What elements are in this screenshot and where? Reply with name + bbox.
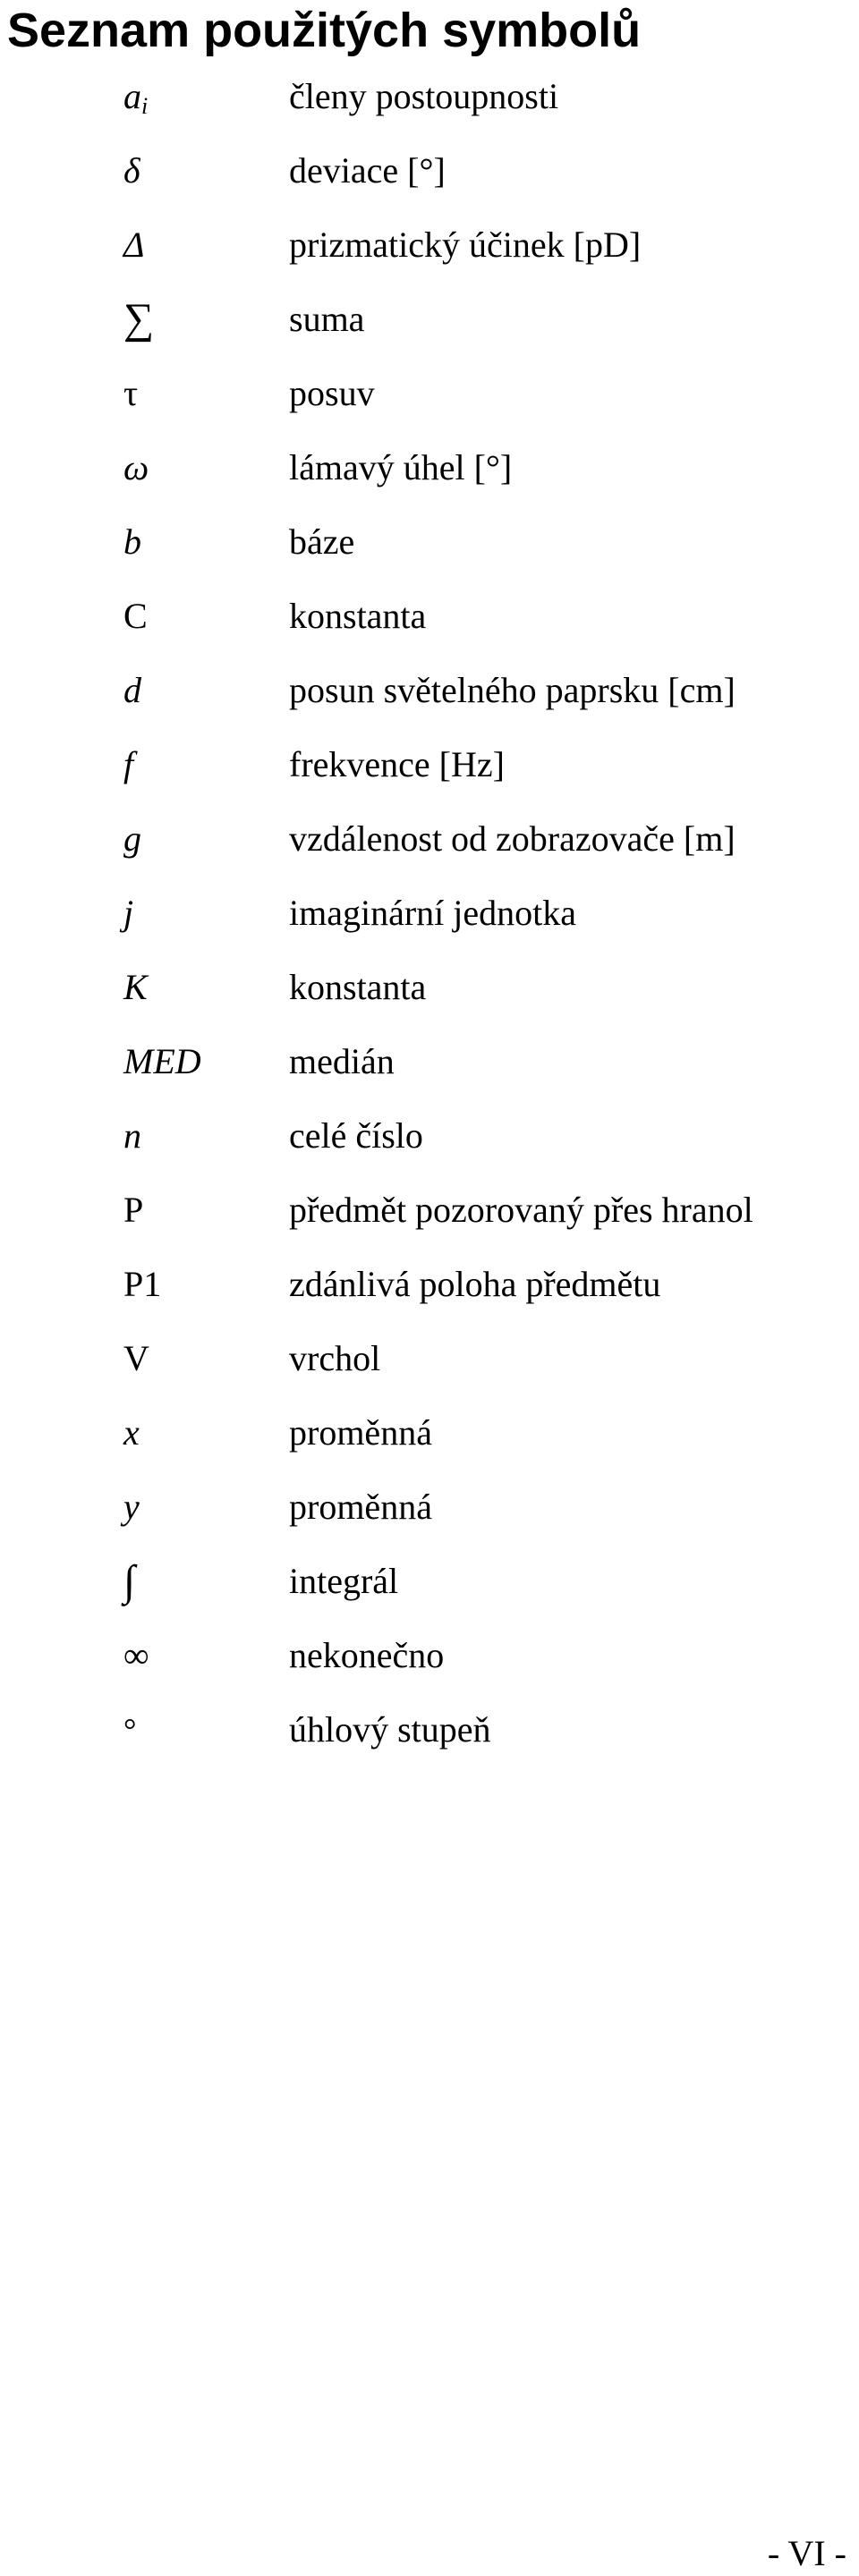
symbol-row <box>0 738 859 812</box>
symbol-description: předmět pozorovaný přes hranol <box>289 1190 753 1230</box>
symbol: K <box>123 967 148 1007</box>
symbol: f <box>123 744 134 784</box>
symbol-row <box>0 1555 859 1629</box>
symbol: j <box>123 893 134 933</box>
symbol-row <box>0 1258 859 1332</box>
symbol-description: lámavý úhel [°] <box>289 447 513 487</box>
symbol-row <box>0 515 859 589</box>
symbol-description: deviace [°] <box>289 150 446 191</box>
symbol-row <box>0 1109 859 1183</box>
symbol-row <box>0 70 859 144</box>
symbol: Δ <box>123 225 145 265</box>
symbol-row <box>0 218 859 292</box>
symbol-row <box>0 1332 859 1406</box>
symbol-description: úhlový stupeň <box>289 1709 491 1750</box>
symbol-row <box>0 812 859 886</box>
symbol-row <box>0 1480 859 1555</box>
symbol-description: integrál <box>289 1561 399 1601</box>
symbol: ω <box>123 447 149 487</box>
symbol-description: posun světelného paprsku [cm] <box>289 670 736 710</box>
symbol-row <box>0 441 859 515</box>
symbol: ∑ <box>123 295 155 343</box>
symbol-description: celé číslo <box>289 1115 423 1156</box>
symbol: y <box>123 1487 140 1527</box>
symbol: P1 <box>123 1264 162 1304</box>
symbol-description: proměnná <box>289 1487 432 1527</box>
symbol-row <box>0 664 859 738</box>
symbol-row <box>0 1183 859 1258</box>
symbol-row <box>0 1035 859 1109</box>
symbol: V <box>123 1338 149 1378</box>
symbol-description: proměnná <box>289 1412 432 1453</box>
symbol-description: vrchol <box>289 1338 381 1378</box>
symbol-row <box>0 1703 859 1777</box>
symbol-row <box>0 961 859 1035</box>
symbol: b <box>123 521 141 562</box>
symbol: d <box>123 670 141 710</box>
page-title: Seznam použitých symbolů <box>7 4 642 57</box>
symbol: ° <box>123 1712 137 1748</box>
symbol: g <box>123 818 141 859</box>
symbol-description: báze <box>289 521 355 562</box>
symbol-description: frekvence [Hz] <box>289 744 505 784</box>
symbol-description: suma <box>289 299 365 339</box>
page-number: - VI - <box>767 2533 846 2573</box>
symbol-row <box>0 1629 859 1703</box>
symbol: x <box>123 1412 140 1453</box>
symbol-description: konstanta <box>289 967 427 1007</box>
symbol: ∫ <box>123 1557 136 1605</box>
symbol-description: medián <box>289 1041 395 1081</box>
symbol: P <box>123 1190 144 1230</box>
symbol-description: členy postoupnosti <box>289 76 559 116</box>
symbol: MED <box>123 1041 201 1081</box>
symbol: τ <box>123 373 139 413</box>
symbol-row <box>0 367 859 441</box>
symbol-row <box>0 1406 859 1480</box>
symbol-row <box>0 292 859 367</box>
symbol: C <box>123 596 148 636</box>
symbol-description: imaginární jednotka <box>289 893 577 933</box>
symbol-description: vzdálenost od zobrazovače [m] <box>289 818 736 859</box>
symbol-row <box>0 589 859 664</box>
symbol-list <box>0 70 859 1777</box>
symbol-description: nekonečno <box>289 1635 445 1675</box>
symbol-description: zdánlivá poloha předmětu <box>289 1264 661 1304</box>
symbol: δ <box>123 150 140 191</box>
symbol: ∞ <box>123 1635 149 1675</box>
symbol-description: konstanta <box>289 596 427 636</box>
symbol-description: posuv <box>289 373 375 413</box>
symbol: n <box>123 1115 141 1156</box>
symbol: $a_i$ <box>123 76 149 119</box>
symbol-description: prizmatický účinek [pD] <box>289 225 642 265</box>
symbol-row <box>0 886 859 961</box>
symbol-row <box>0 144 859 218</box>
